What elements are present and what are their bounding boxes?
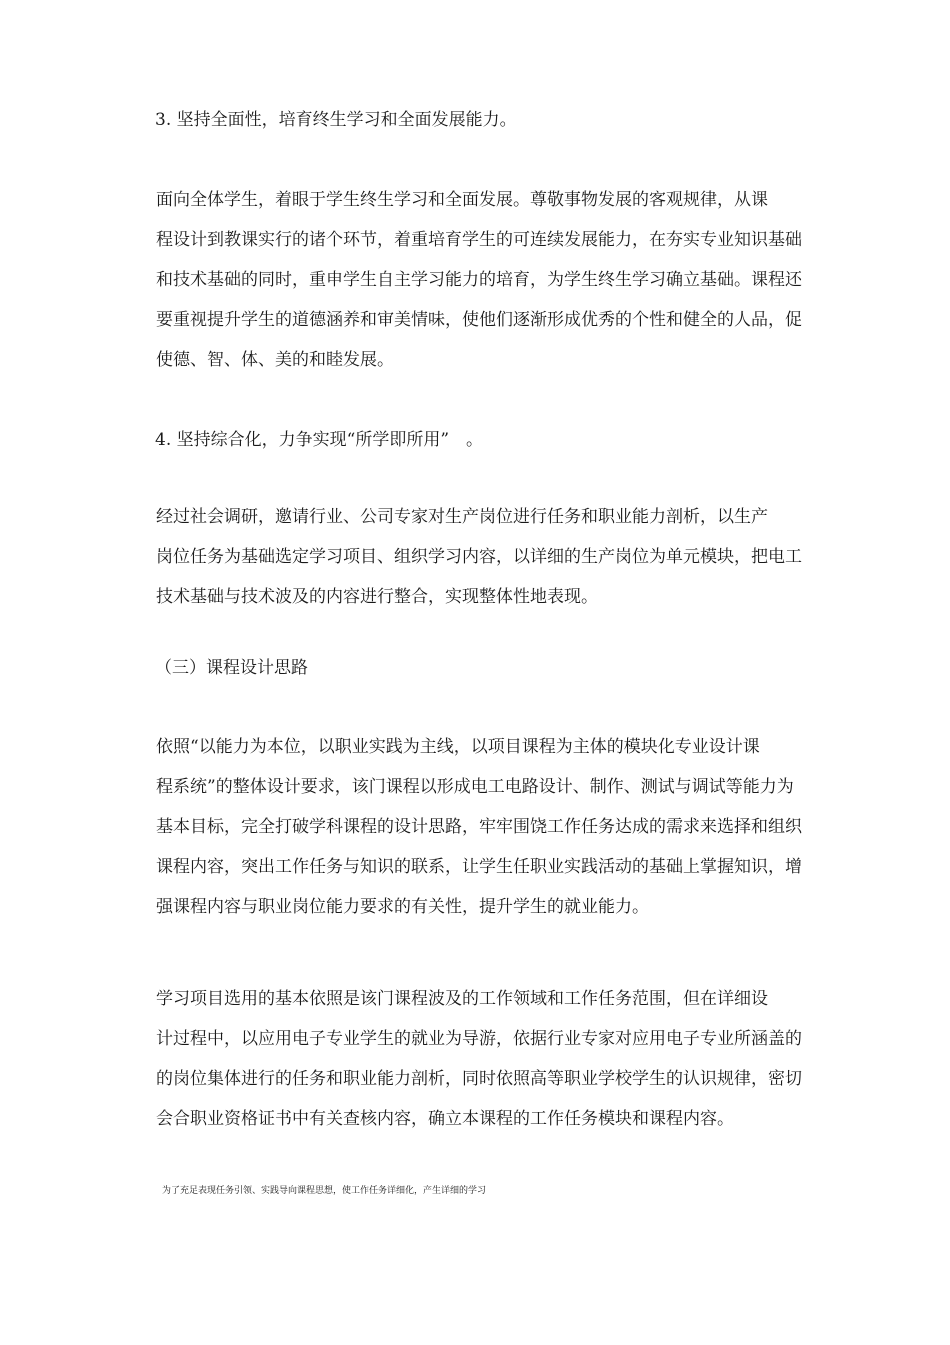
- text-line: 经过社会调研，邀请行业、公司专家对生产岗位进行任务和职业能力剖析，以生产: [156, 507, 768, 527]
- text-line: 岗位任务为基础选定学习项目、组织学习内容，以详细的生产岗位为单元模块，把电工: [156, 547, 802, 567]
- text-line: 程设计到教课实行的诸个环节，着重培育学生的可连续发展能力，在夯实专业知识基础: [156, 230, 802, 250]
- heading-point-3: 3. 坚持全面性，培育终生学习和全面发展能力。: [155, 110, 517, 130]
- footnote-text: 为了充足表现任务引领、实践导向课程思想，使工作任务详细化，产生详细的学习: [162, 1186, 487, 1196]
- text-line: 基本目标，完全打破学科课程的设计思路，牢牢围饶工作任务达成的需求来选择和组织: [156, 817, 802, 837]
- paragraph-integration: [118, 497, 800, 617]
- paragraph-project-selection: [118, 979, 800, 1139]
- text-line: 要重视提升学生的道德涵养和审美情味，使他们逐渐形成优秀的个性和健全的人品，促: [156, 310, 802, 330]
- text-line: 和技术基础的同时，重申学生自主学习能力的培育，为学生终生学习确立基础。课程还: [156, 270, 802, 290]
- text-line: 强课程内容与职业岗位能力要求的有关性，提升学生的就业能力。: [156, 897, 649, 917]
- text-line: 计过程中，以应用电子专业学生的就业为导游，依据行业专家对应用电子专业所涵盖的: [156, 1029, 802, 1049]
- text-line: 学习项目选用的基本依照是该门课程波及的工作领域和工作任务范围，但在详细设: [156, 989, 768, 1009]
- text-line: 面向全体学生，着眼于学生终生学习和全面发展。尊敬事物发展的客观规律，从课: [156, 190, 768, 210]
- text-line: 的岗位集体进行的任务和职业能力剖析，同时依照高等职业学校学生的认识规律，密切: [156, 1069, 802, 1089]
- text-line: 程系统”的整体设计要求，该门课程以形成电工电路设计、制作、测试与调试等能力为: [156, 777, 794, 797]
- heading-point-4: 4. 坚持综合化，力争实现“所学即所用” 。: [155, 430, 484, 450]
- text-line: 使德、智、体、美的和睦发展。: [156, 350, 394, 370]
- section-heading-course-design: （三）课程设计思路: [155, 658, 308, 678]
- text-line: 会合职业资格证书中有关查核内容，确立本课程的工作任务模块和课程内容。: [156, 1109, 734, 1129]
- paragraph-comprehensive-development: [118, 180, 800, 380]
- text-line: 课程内容，突出工作任务与知识的联系，让学生任职业实践活动的基础上掌握知识，增: [156, 857, 802, 877]
- paragraph-design-approach: [118, 727, 800, 927]
- text-line: 技术基础与技术波及的内容进行整合，实现整体性地表现。: [156, 587, 598, 607]
- text-line: 依照“以能力为本位，以职业实践为主线，以项目课程为主体的模块化专业设计课: [156, 737, 760, 757]
